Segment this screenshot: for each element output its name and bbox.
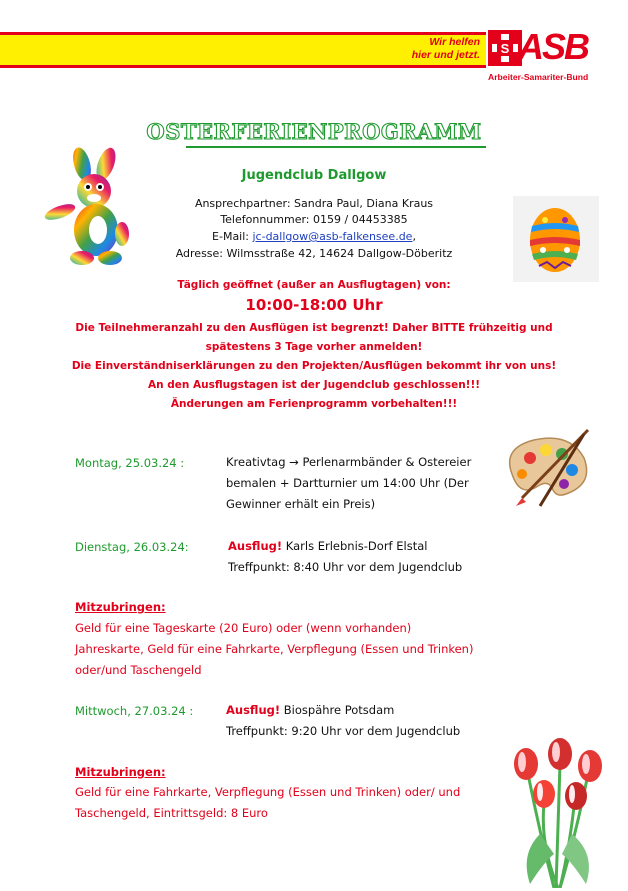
wednesday-trip-badge: Ausflug! [226,703,281,717]
opening-line: Täglich geöffnet (außer an Ausflugtagen) von: [177,279,451,291]
email-link[interactable]: jc-dallgow@asb-falkensee.de [252,230,413,243]
samaritan-cross-icon [488,30,522,66]
paint-palette-icon [500,424,592,510]
easter-egg-icon [513,196,599,282]
bring-1-line-3: oder/und Taschengeld [75,663,202,677]
day-label-wednesday: Mittwoch, 27.03.24 : [75,704,194,718]
club-name: Jugendclub Dallgow [241,168,387,183]
wednesday-destination: Biospähre Potsdam [280,703,395,717]
title-underline [186,146,486,148]
bring-2-line-2: Taschengeld, Eintrittsgeld: 8 Euro [75,806,268,820]
logo-subtitle: Arbeiter-Samariter-Bund [488,72,589,82]
tuesday-program [228,536,462,578]
bring-1-line-1: Geld für eine Tageskarte (20 Euro) oder (wenn vorhanden) [75,621,412,635]
notice-line-2: spätestens 3 Tage vorher anmelden! [205,341,423,353]
notice-line-4: An den Ausflugstagen ist der Jugendclub geschlossen!!! [147,379,481,391]
tagline-line-2: hier und jetzt. [411,49,480,61]
easter-bunny-icon [44,146,140,268]
bring-list-1 [75,618,473,681]
wednesday-program [226,700,460,742]
svg-text:S: S [500,41,510,56]
logo-text: ASB [518,26,589,67]
notice-line-1: Die Teilnehmeranzahl zu den Ausflügen ist begrenzt! Daher BITTE frühzeitig und [75,322,553,334]
tuesday-line-1 [228,536,462,557]
tuesday-trip-badge: Ausflug! [228,539,283,553]
bring-2-line-1: Geld für eine Fahrkarte, Verpflegung (Essen und Trinken) oder/ und [75,785,461,799]
monday-line-3: Gewinner erhält ein Preis) [226,497,376,511]
email-suffix: , [412,230,416,243]
bring-heading-2: Mitzubringen: [75,765,166,779]
contact-address: Adresse: Wilmsstraße 42, 14624 Dallgow-Döberitz [175,247,453,260]
notice-line-3: Die Einverständniserklärungen zu den Projekten/Ausflügen bekommt ihr von uns! [71,360,557,372]
monday-line-2: bemalen + Dartturnier um 14:00 Uhr (Der [226,476,469,490]
bring-list-2 [75,782,460,824]
tagline-line-1: Wir helfen [429,36,480,48]
tulips-icon [500,734,610,888]
asb-logo [488,26,598,84]
bring-1-line-2: Jahreskarte, Geld für eine Fahrkarte, Verpflegung (Essen und Trinken) [75,642,474,656]
tuesday-destination: Karls Erlebnis-Dorf Elstal [282,539,428,553]
notice-line-5: Änderungen am Ferienprogramm vorbehalten!!! [170,398,458,410]
wednesday-meeting: Treffpunkt: 9:20 Uhr vor dem Jugendclub [226,724,461,738]
opening-hours: 10:00-18:00 Uhr [245,296,383,314]
day-label-tuesday: Dienstag, 26.03.24: [75,540,189,554]
email-label: E-Mail: [212,230,253,243]
wednesday-line-1 [226,700,460,721]
monday-line-1: Kreativtag → Perlenarmbänder & Ostereier [226,455,472,469]
tagline [388,36,480,62]
contact-persons: Ansprechpartner: Sandra Paul, Diana Kraus [194,197,434,210]
page-title: OSTERFERIENPROGRAMM [146,119,482,144]
bring-heading-1: Mitzubringen: [75,600,166,614]
monday-program [226,452,471,515]
day-label-monday: Montag, 25.03.24 : [75,456,185,470]
tuesday-meeting: Treffpunkt: 8:40 Uhr vor dem Jugendclub [228,560,463,574]
contact-phone: Telefonnummer: 0159 / 04453385 [220,213,408,226]
